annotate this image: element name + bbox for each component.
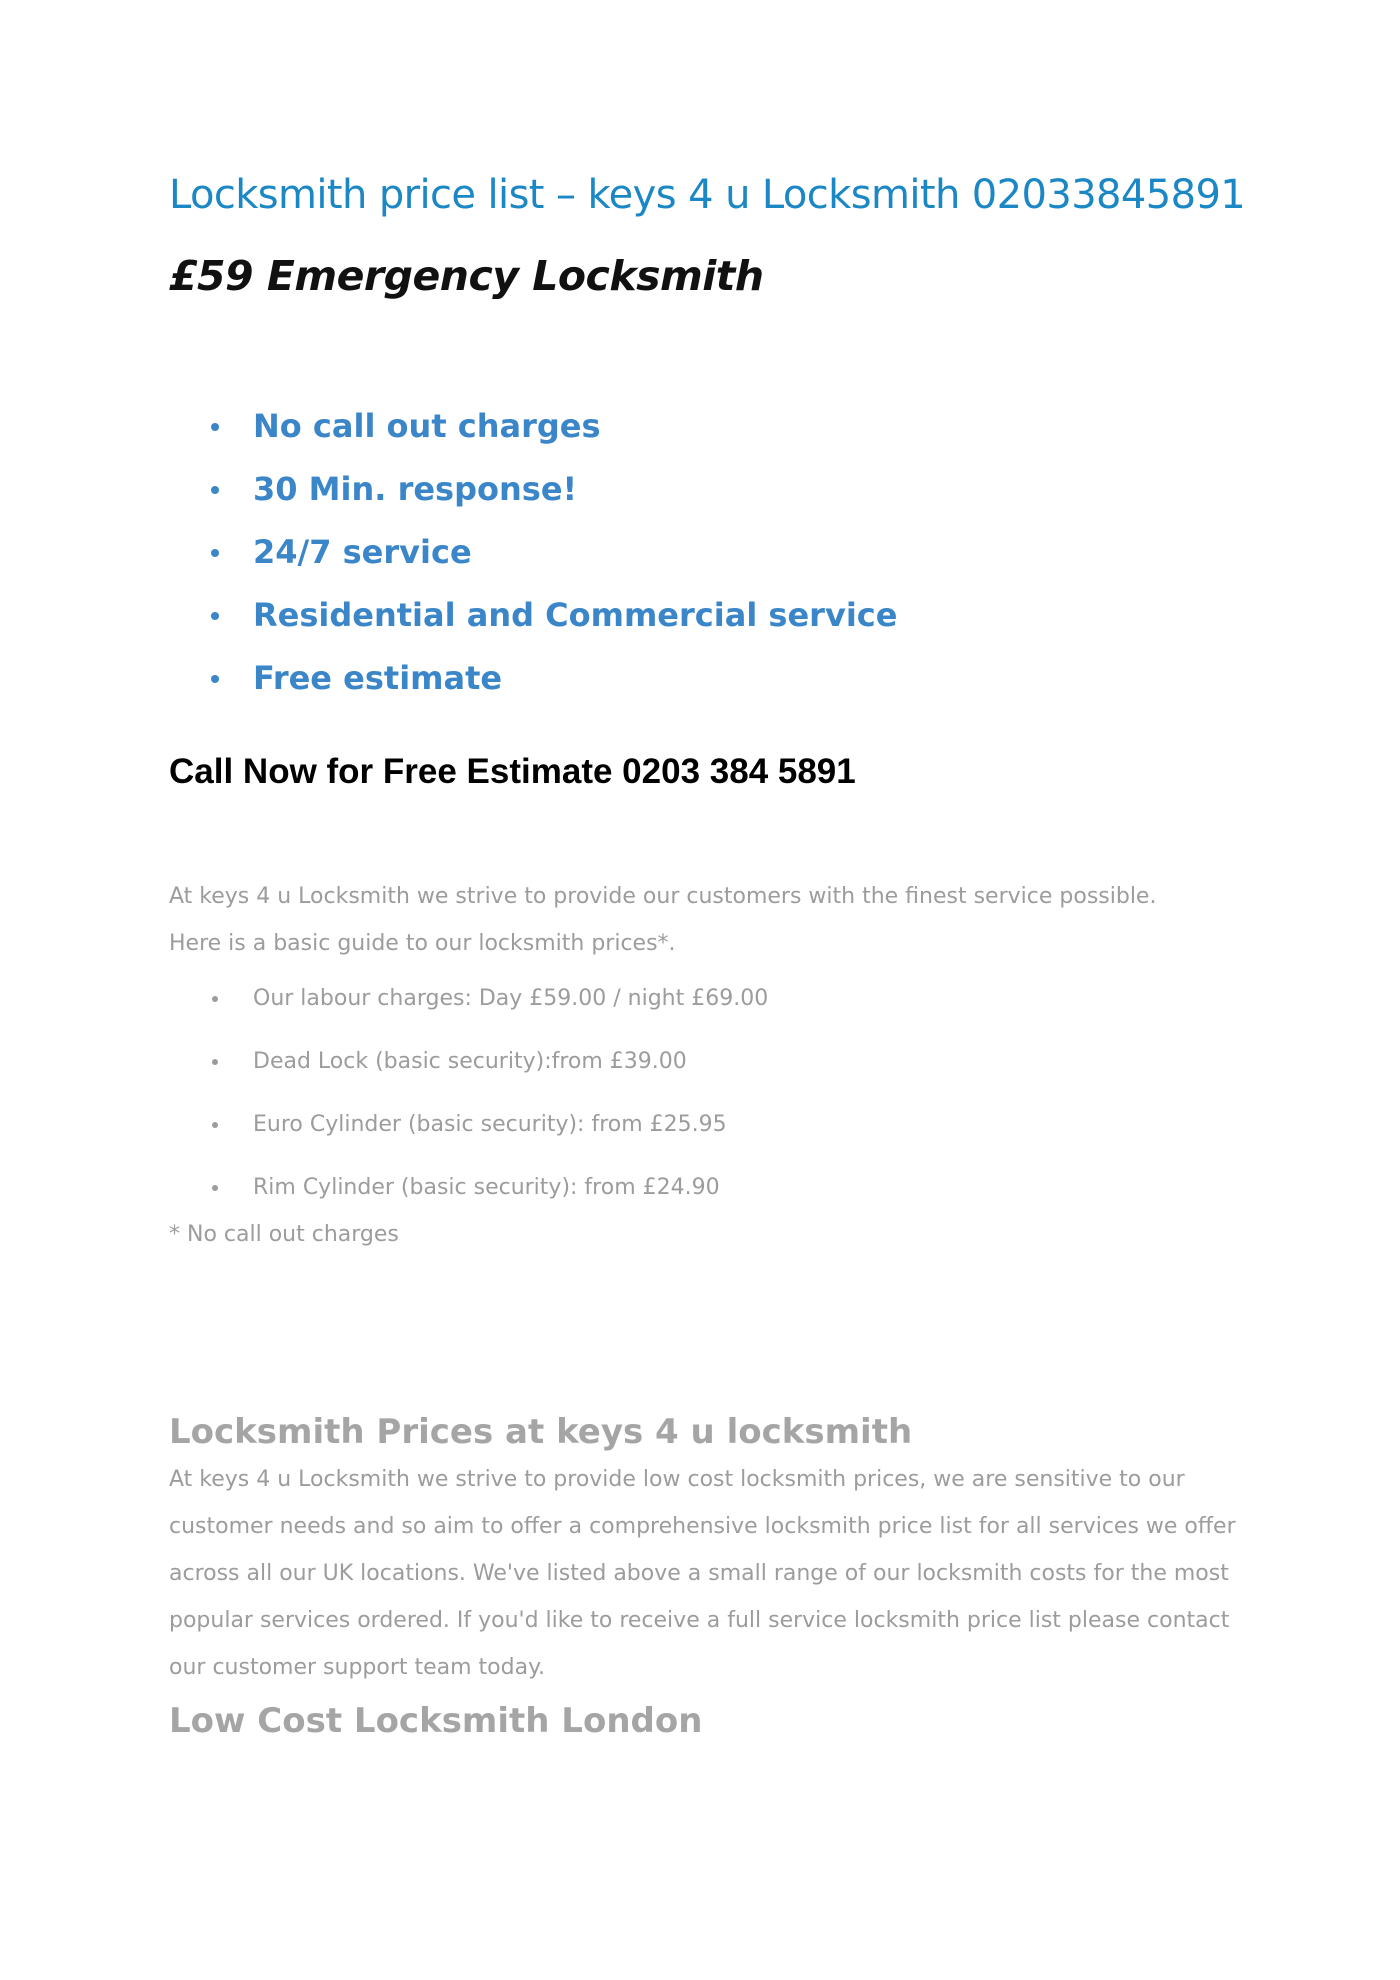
bullet-icon: [212, 996, 218, 1002]
price-text: Euro Cylinder (basic security): from £25.95: [253, 1112, 727, 1137]
bullet-icon: [211, 612, 219, 620]
section-heading-prices: Locksmith Prices at keys 4 u locksmith: [169, 1412, 913, 1452]
feature-text: No call out charges: [253, 407, 601, 445]
footnote: * No call out charges: [169, 1222, 399, 1247]
intro-line: At keys 4 u Locksmith we strive to provide our customers with the finest service possible.: [169, 884, 1157, 909]
bullet-icon: [212, 1185, 218, 1191]
call-now-line: Call Now for Free Estimate 0203 384 5891: [169, 752, 856, 791]
bullet-icon: [212, 1059, 218, 1065]
feature-text: 24/7 service: [253, 533, 472, 571]
price-item: [169, 1156, 1259, 1219]
price-item: [169, 1030, 1259, 1093]
intro-line: Here is a basic guide to our locksmith prices*.: [169, 931, 676, 956]
feature-list: [169, 395, 1259, 710]
price-item: [169, 1093, 1259, 1156]
feature-item: [169, 584, 1259, 647]
price-list: [169, 967, 1259, 1219]
feature-item: [169, 458, 1259, 521]
bullet-icon: [211, 423, 219, 431]
feature-text: Free estimate: [253, 659, 503, 697]
feature-item: [169, 395, 1259, 458]
section-paragraph-prices: At keys 4 u Locksmith we strive to provide low cost locksmith prices, we are sensitive to our customer needs and so aim to offer a comprehensive locksmith price list for all services we offer across all our UK locations. We've listed above a small range of our locksmith costs for the most popular services ordered. If you'd like to receive a full service locksmith price list please contact our customer support team today.: [169, 1467, 1236, 1680]
feature-item: [169, 521, 1259, 584]
section-heading-low-cost: Low Cost Locksmith London: [169, 1701, 703, 1741]
intro-paragraph: [169, 873, 1259, 967]
feature-text: Residential and Commercial service: [253, 596, 898, 634]
document-content: [169, 165, 1259, 1745]
feature-text: 30 Min. response!: [253, 470, 578, 508]
price-text: Our labour charges: Day £59.00 / night £69.00: [253, 986, 769, 1011]
bullet-icon: [212, 1122, 218, 1128]
emergency-heading: £59 Emergency Locksmith: [169, 252, 764, 300]
price-text: Dead Lock (basic security):from £39.00: [253, 1049, 687, 1074]
document-title: Locksmith price list – keys 4 u Locksmith 02033845891: [169, 172, 1246, 218]
bullet-icon: [211, 486, 219, 494]
price-text: Rim Cylinder (basic security): from £24.90: [253, 1175, 720, 1200]
price-item: [169, 967, 1259, 1030]
feature-item: [169, 647, 1259, 710]
bullet-icon: [211, 675, 219, 683]
bullet-icon: [211, 549, 219, 557]
